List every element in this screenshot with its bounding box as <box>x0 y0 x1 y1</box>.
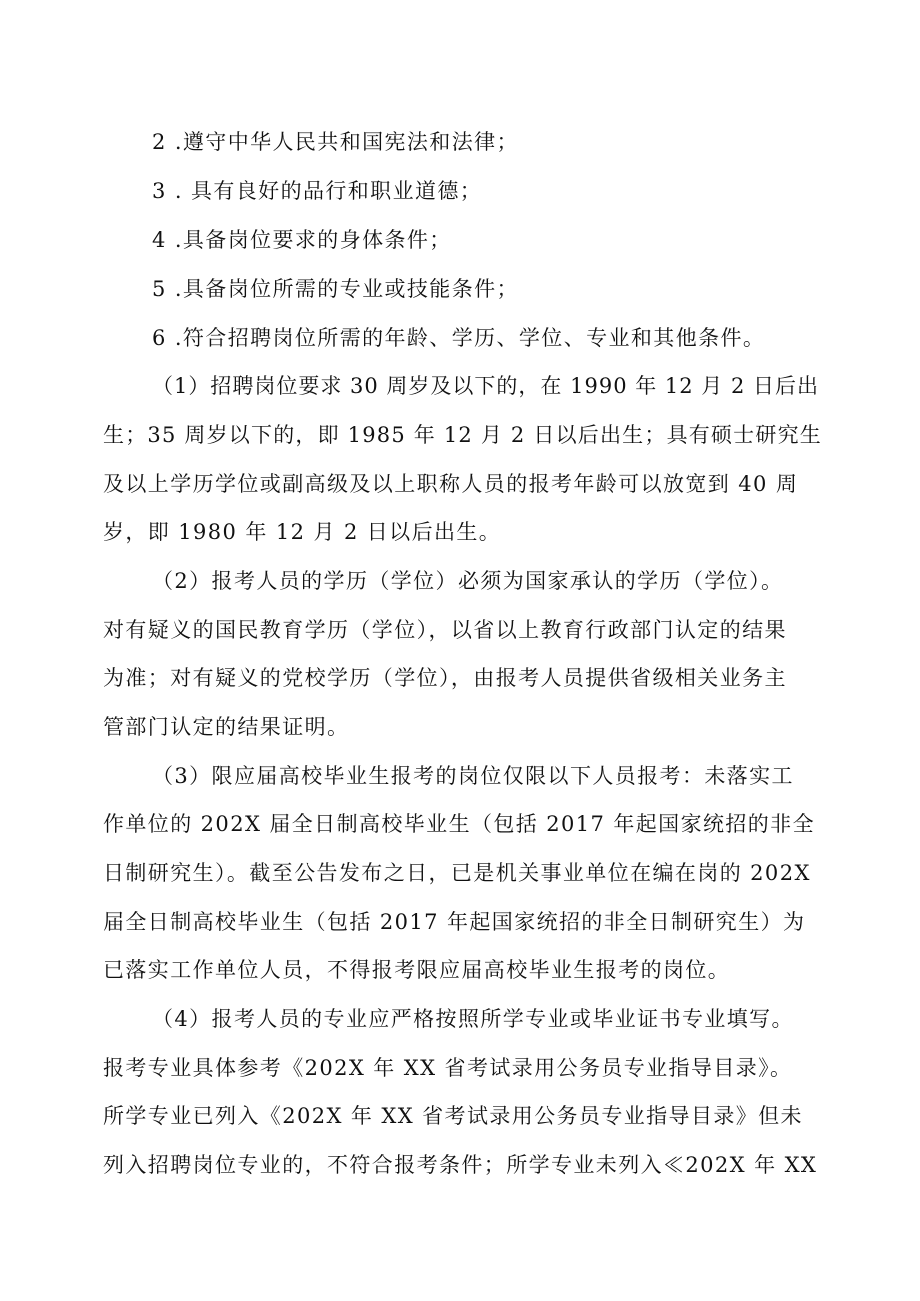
para4-line-3: 所学专业已列入《202X 年 XX 省考试录用公务员专业指导目录》但未 <box>103 1104 803 1128</box>
para4-line-4: 列入招聘岗位专业的，不符合报考条件；所学专业未列入≪202X 年 XX <box>103 1153 818 1177</box>
para2-line-3: 为准；对有疑义的党校学历（学位），由报考人员提供省级相关业务主 <box>103 666 787 690</box>
para2-line-2: 对有疑义的国民教育学历（学位），以省以上教育行政部门认定的结果 <box>103 618 787 642</box>
para4-line-2: 报考专业具体参考《202X 年 XX 省考试录用公务员专业指导目录》。 <box>103 1056 793 1080</box>
condition-item-6: 6 .符合招聘岗位所需的年龄、学历、学位、专业和其他条件。 <box>152 326 766 350</box>
para3-line-5: 已落实工作单位人员，不得报考限应届高校毕业生报考的岗位。 <box>103 958 731 982</box>
para3-line-4: 届全日制高校毕业生（包括 2017 年起国家统招的非全日制研究生）为 <box>103 910 806 934</box>
para1-line-1: （1）招聘岗位要求 30 周岁及以下的，在 1990 年 12 月 2 日后出 <box>152 374 820 398</box>
condition-item-2: 2 .遵守中华人民共和国宪法和法律； <box>152 130 519 154</box>
condition-item-3: 3 . 具有良好的品行和职业道德； <box>152 179 483 203</box>
para3-line-1: （3）限应届高校毕业生报考的岗位仅限以下人员报考：未落实工 <box>152 764 794 788</box>
condition-item-5: 5 .具备岗位所需的专业或技能条件； <box>152 277 519 301</box>
para4-line-1: （4）报考人员的专业应严格按照所学专业或毕业证书专业填写。 <box>152 1007 794 1031</box>
para3-line-2: 作单位的 202X 届全日制高校毕业生（包括 2017 年起国家统招的非全 <box>103 812 815 836</box>
para2-line-4: 管部门认定的结果证明。 <box>103 715 350 739</box>
para2-line-1: （2）报考人员的学历（学位）必须为国家承认的学历（学位）。 <box>152 569 784 593</box>
para1-line-4: 岁，即 1980 年 12 月 2 日以后出生。 <box>103 520 502 544</box>
para1-line-3: 及以上学历学位或副高级及以上职称人员的报考年龄可以放宽到 40 周 <box>103 472 799 496</box>
para3-line-3: 日制研究生）。截至公告发布之日，已是机关事业单位在编在岗的 202X <box>103 861 811 885</box>
para1-line-2: 生；35 周岁以下的，即 1985 年 12 月 2 日以后出生；具有硕士研究生 <box>103 423 822 447</box>
condition-item-4: 4 .具备岗位要求的身体条件； <box>152 228 452 252</box>
